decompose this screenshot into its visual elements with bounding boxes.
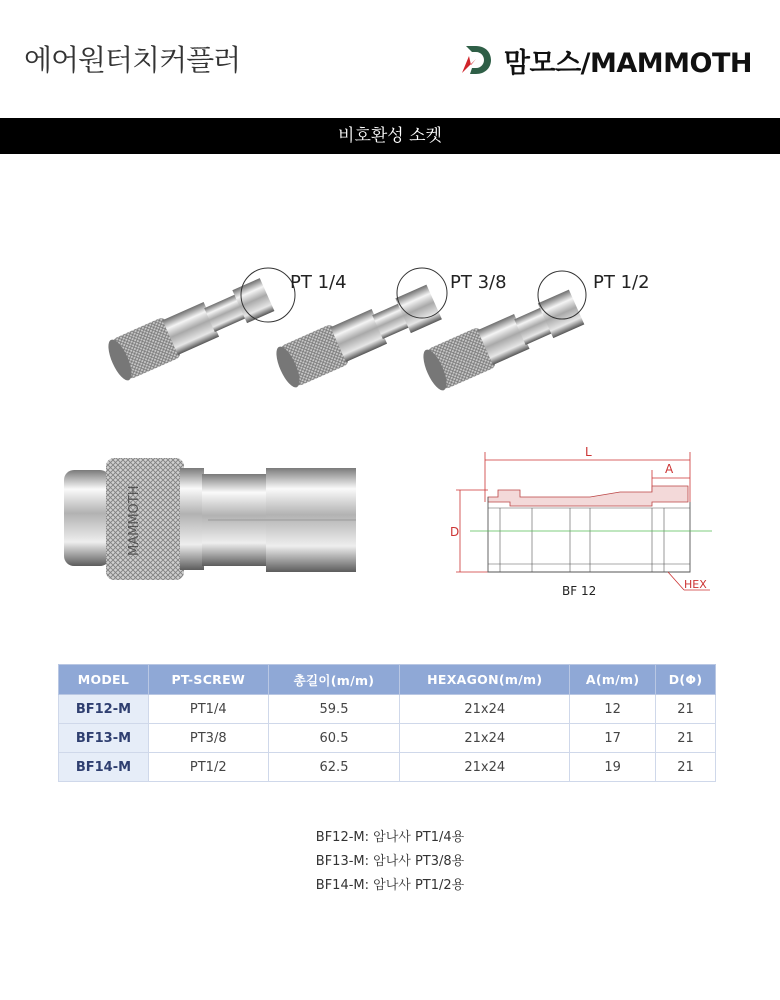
model-cell: BF13-M	[59, 724, 149, 753]
product-photo-detail	[58, 440, 358, 590]
pt-screw-cell: PT3/8	[148, 724, 268, 753]
table-row	[59, 695, 716, 724]
table-row	[59, 753, 716, 782]
section-banner: 비호환성 소켓	[0, 118, 780, 154]
pt-screw-cell: PT1/2	[148, 753, 268, 782]
mammoth-d-logo-icon	[460, 43, 492, 77]
model-cell: BF12-M	[59, 695, 149, 724]
column-header-model: MODEL	[59, 665, 149, 695]
d-cell: 21	[656, 695, 716, 724]
photo-label-pt12: PT 1/2	[593, 272, 650, 293]
coupler-photo-pt38	[272, 282, 443, 391]
note-line: BF14-M: 암나사 PT1/2용	[315, 878, 465, 893]
brand	[460, 40, 752, 80]
technical-drawing	[440, 442, 730, 612]
dimension-label-a: A	[665, 462, 674, 476]
column-header-pt-screw: PT-SCREW	[148, 665, 268, 695]
drawing-model-label: BF 12	[562, 584, 597, 598]
coupler-photo-pt14	[104, 274, 276, 383]
column-header-length: 총길이(m/m)	[268, 665, 400, 695]
a-cell: 12	[570, 695, 656, 724]
model-notes	[0, 826, 780, 898]
a-cell: 17	[570, 724, 656, 753]
a-cell: 19	[570, 753, 656, 782]
hexagon-cell: 21x24	[400, 695, 570, 724]
spec-table	[58, 664, 716, 782]
model-cell: BF14-M	[59, 753, 149, 782]
coupler-photo-pt12	[419, 287, 586, 393]
note-line: BF13-M: 암나사 PT3/8용	[315, 854, 465, 869]
photo-label-pt38: PT 3/8	[450, 272, 507, 293]
dimension-label-l: L	[585, 445, 592, 459]
length-cell: 62.5	[268, 753, 400, 782]
table-row	[59, 724, 716, 753]
photo-label-pt14: PT 1/4	[290, 272, 347, 293]
hexagon-cell: 21x24	[400, 753, 570, 782]
table-header-row	[59, 665, 716, 695]
page-header	[0, 0, 780, 118]
coupler-engraving: MAMMOTH	[127, 485, 142, 556]
d-cell: 21	[656, 753, 716, 782]
column-header-a: A(m/m)	[570, 665, 656, 695]
product-title: 에어원터치커플러	[24, 43, 241, 77]
length-cell: 60.5	[268, 724, 400, 753]
length-cell: 59.5	[268, 695, 400, 724]
column-header-hexagon: HEXAGON(m/m)	[400, 665, 570, 695]
hexagon-cell: 21x24	[400, 724, 570, 753]
note-line: BF12-M: 암나사 PT1/4용	[315, 830, 465, 845]
column-header-d: D(Φ)	[656, 665, 716, 695]
pt-screw-cell: PT1/4	[148, 695, 268, 724]
brand-name: 맘모스/MAMMOTH	[503, 47, 752, 79]
dimension-label-d: D	[450, 525, 460, 539]
d-cell: 21	[656, 724, 716, 753]
product-photo-lineup	[100, 255, 680, 400]
dimension-label-hex: HEX	[684, 578, 707, 591]
